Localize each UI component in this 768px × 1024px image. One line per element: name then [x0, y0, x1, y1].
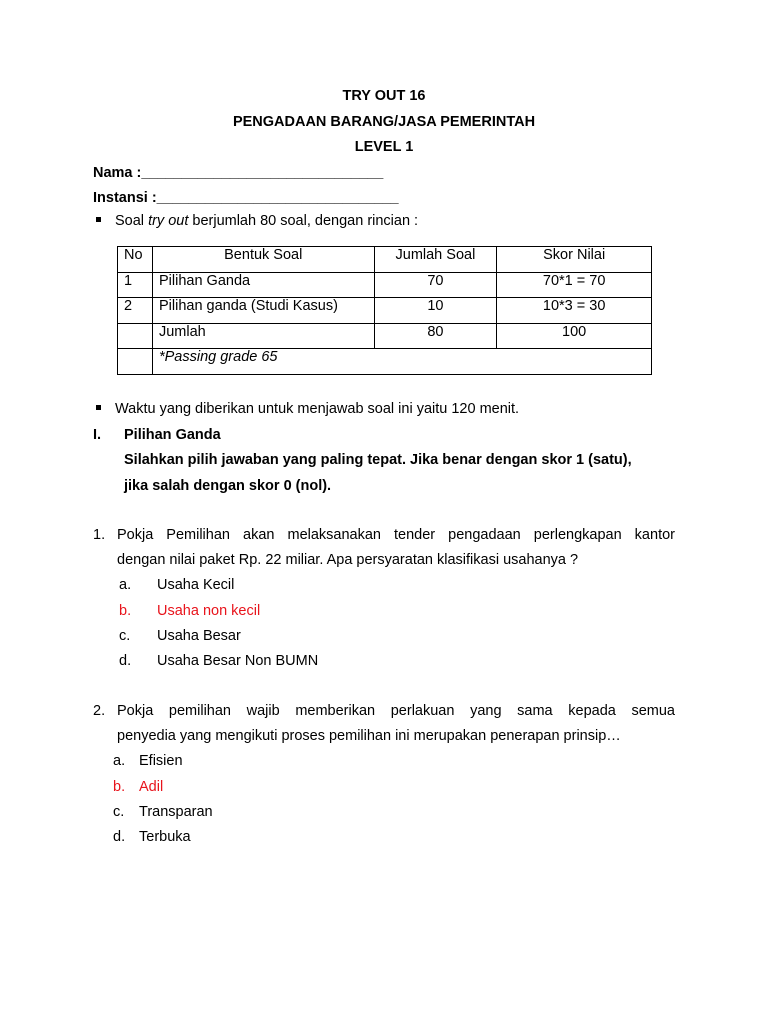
instansi-field: Instansi :______________________________ — [93, 190, 399, 206]
header-jumlah-soal: Jumlah Soal — [374, 247, 497, 273]
table-cell: 70*1 = 70 — [497, 272, 652, 298]
bullet-icon — [96, 405, 101, 410]
table-cell: 100 — [497, 323, 652, 349]
doc-title: TRY OUT 16 — [342, 88, 426, 104]
question-2-line-1: Pokja pemilihan wajib memberikan perlakuan yang sama kepada semua — [117, 703, 675, 719]
option-letter: a. — [113, 753, 126, 769]
passing-grade-note: *Passing grade 65 — [152, 349, 651, 375]
question-2-option-b-answer: Adil — [139, 779, 164, 795]
option-letter: b. — [119, 603, 132, 619]
table-cell: 10 — [374, 298, 497, 324]
table-row — [118, 323, 652, 349]
section-title: Pilihan Ganda — [124, 427, 221, 443]
option-letter: d. — [113, 829, 126, 845]
question-1-line-1: Pokja Pemilihan akan melaksanakan tender pengadaan perlengkapan kantor — [117, 527, 675, 543]
option-letter: d. — [119, 653, 132, 669]
rincian-table — [117, 246, 652, 375]
question-1-option-c: Usaha Besar — [157, 628, 241, 644]
question-1-line-2: dengan nilai paket Rp. 22 miliar. Apa persyaratan klasifikasi usahanya ? — [117, 552, 579, 568]
table-cell: 1 — [118, 272, 153, 298]
option-letter: c. — [119, 628, 131, 644]
bullet1-em: try out — [148, 213, 189, 229]
header-no: No — [118, 247, 153, 273]
question-2-option-d: Terbuka — [139, 829, 191, 845]
question-2-option-a: Efisien — [139, 753, 183, 769]
table-cell — [118, 323, 153, 349]
table-cell: 10*3 = 30 — [497, 298, 652, 324]
table-cell: 2 — [118, 298, 153, 324]
intro-bullet-1 — [96, 213, 418, 229]
table-cell: 80 — [374, 323, 497, 349]
question-1-option-d: Usaha Besar Non BUMN — [157, 653, 319, 669]
header-bentuk-soal: Bentuk Soal — [152, 247, 374, 273]
table-header-row — [118, 247, 652, 273]
question-2-line-2: penyedia yang mengikuti proses pemilihan ini merupakan penerapan prinsip… — [117, 728, 621, 744]
section-instruction-2: jika salah dengan skor 0 (nol). — [124, 478, 332, 494]
question-1-number: 1. — [93, 527, 106, 543]
option-letter: b. — [113, 779, 126, 795]
table-cell: 70 — [374, 272, 497, 298]
section-number: I. — [93, 427, 102, 443]
question-1-option-b-answer: Usaha non kecil — [157, 603, 261, 619]
question-1-option-a: Usaha Kecil — [157, 577, 235, 593]
table-cell: Pilihan ganda (Studi Kasus) — [152, 298, 374, 324]
bullet1-pre: Soal — [115, 213, 149, 229]
doc-subtitle: PENGADAAN BARANG/JASA PEMERINTAH — [232, 114, 536, 130]
option-letter: c. — [113, 804, 125, 820]
bullet1-post: berjumlah 80 soal, dengan rincian : — [188, 213, 419, 229]
bullet-icon — [96, 217, 101, 222]
table-row — [118, 298, 652, 324]
nama-field: Nama :______________________________ — [93, 165, 384, 181]
header-skor-nilai: Skor Nilai — [497, 247, 652, 273]
table-cell: Jumlah — [152, 323, 374, 349]
table-row — [118, 272, 652, 298]
intro-bullet-2 — [96, 401, 519, 417]
table-cell — [118, 349, 153, 375]
option-letter: a. — [119, 577, 132, 593]
doc-level: LEVEL 1 — [354, 139, 414, 155]
question-2-option-c: Transparan — [139, 804, 213, 820]
table-row — [118, 349, 652, 375]
question-2-number: 2. — [93, 703, 106, 719]
section-instruction-1: Silahkan pilih jawaban yang paling tepat. Jika benar dengan skor 1 (satu), — [124, 452, 632, 468]
table-cell: Pilihan Ganda — [152, 272, 374, 298]
bullet2-text: Waktu yang diberikan untuk menjawab soal ini yaitu 120 menit. — [115, 401, 520, 417]
